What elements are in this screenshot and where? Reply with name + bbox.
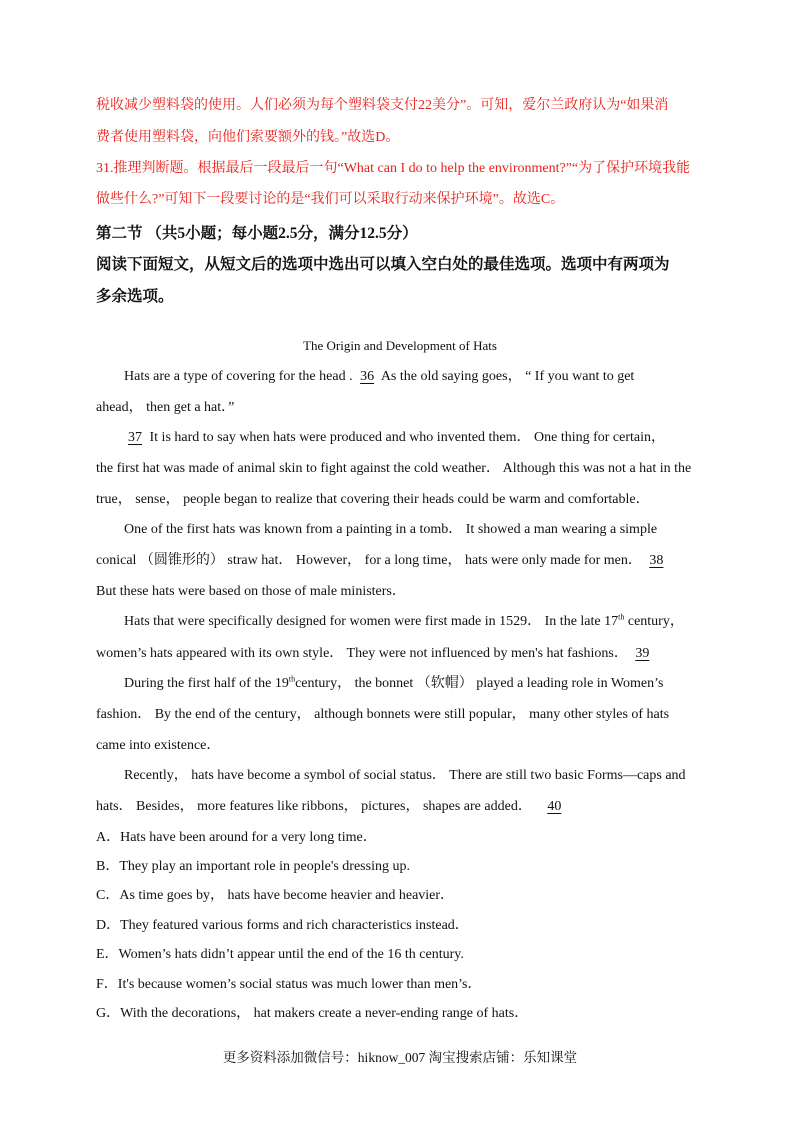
passage-line: fashion． By the end of the century， although bonnets were still popular， many other styles of hats <box>96 707 670 722</box>
passage-line: Recently， hats have become a symbol of social status． There are still two basic Forms—caps and <box>124 768 686 783</box>
answer-text-line-2: 费者使用塑料袋，向他们索要额外的钱。”故选D。 <box>96 130 400 145</box>
passage-line: the first hat was made of animal skin to fight against the cold weather． Although this was not a hat in the <box>96 461 692 476</box>
passage-line: Hats are a type of covering for the head . 36 As the old saying goes， “ If you want to get <box>124 369 635 384</box>
passage-line: ahead， then get a hat．” <box>96 400 235 415</box>
section-instruction-line-1: 阅读下面短文，从短文后的选项中选出可以填入空白处的最佳选项。选项中有两项为 <box>96 256 670 273</box>
passage-title: The Origin and Development of Hats <box>303 338 497 353</box>
passage-line: During the first half of the 19thcentury， the bonnet （软帽） played a leading role in Women’s <box>124 674 664 691</box>
option-a: A．Hats have been around for a very long time． <box>96 830 377 845</box>
passage-line: One of the first hats was known from a painting in a tomb． It showed a man wearing a simple <box>124 522 658 537</box>
option-g: G．With the decorations， hat makers create a never-ending range of hats． <box>96 1006 529 1021</box>
section-heading: 第二节 （共5小题；每小题2.5分，满分12.5分） <box>96 225 418 242</box>
option-d: D．They featured various forms and rich characteristics instead． <box>96 918 469 933</box>
page-footer: 更多资料添加微信号：hiknow_007 淘宝搜索店铺：乐知课堂 <box>222 1050 578 1065</box>
passage-line: hats． Besides， more features like ribbons， pictures， shapes are added． 40 <box>96 797 704 817</box>
passage-line: came into existence． <box>96 738 221 753</box>
option-e: E．Women’s hats didn’t appear until the end of the 16 th century. <box>96 947 464 962</box>
passage-line: Hats that were specifically designed for women were first made in 1529． In the late 17th century， <box>124 612 684 629</box>
answer-text-line-4: 做些什么?”可知下一段要讨论的是“我们可以采取行动来保护环境”。故选C。 <box>96 192 565 207</box>
option-f: F．It's because women’s social status was much lower than men’s． <box>96 977 482 992</box>
section-instruction-line-2: 多余选项。 <box>96 288 174 305</box>
answer-text-line-3: 31.推理判断题。根据最后一段最后一句“What can I do to help the environment?”“为了保护环境我能 <box>96 161 691 176</box>
blank-36: 36 <box>360 369 375 384</box>
passage-line: But these hats were based on those of male ministers． <box>96 584 406 599</box>
blank-37: 37 <box>128 430 142 445</box>
passage-line: women’s hats appeared with its own style． They were not influenced by men's hat fashions． 39 <box>96 644 704 664</box>
blank-39: 39 <box>635 646 650 661</box>
blank-40: 40 <box>547 799 562 814</box>
blank-38: 38 <box>649 553 664 568</box>
answer-text-line-1: 税收减少塑料袋的使用。人们必须为每个塑料袋支付22美分”。可知，爱尔兰政府认为“如果消 <box>96 98 669 113</box>
option-c: C．As time goes by， hats have become heavier and heavier． <box>96 888 455 903</box>
passage-line: true， sense， people began to realize that covering their heads could be warm and comfortable． <box>96 492 650 507</box>
option-b: B．They play an important role in people's dressing up. <box>96 859 410 874</box>
passage-line: conical （圆锥形的） straw hat． However， for a long time， hats were only made for men． 38 <box>96 551 704 571</box>
passage-line: 37 It is hard to say when hats were produced and who invented them． One thing for certain， <box>124 428 704 448</box>
